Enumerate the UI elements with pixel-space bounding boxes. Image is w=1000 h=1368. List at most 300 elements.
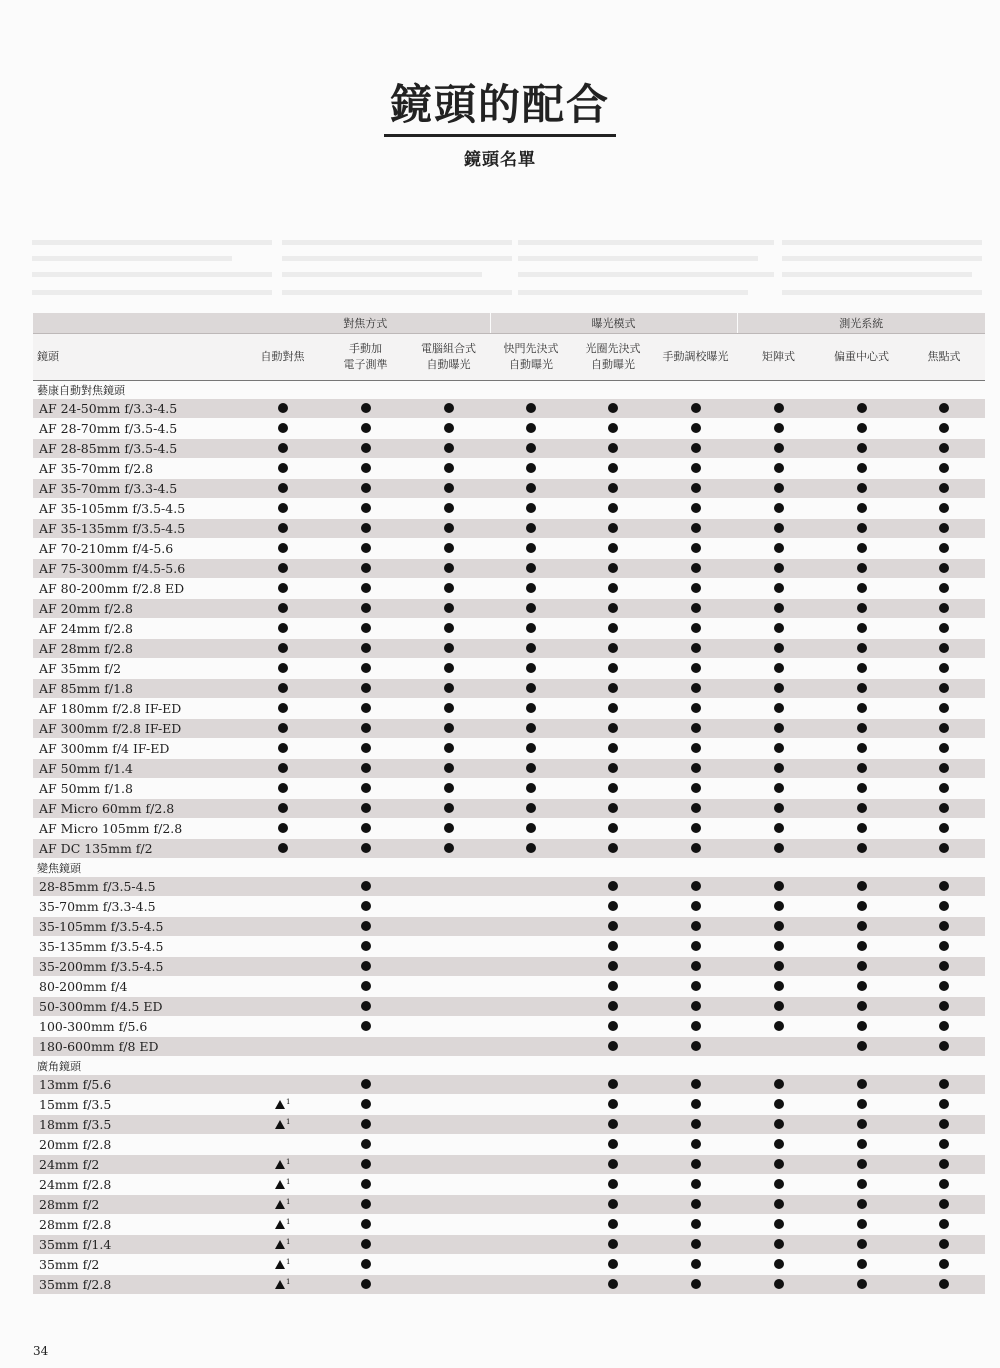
compat-cell <box>903 679 985 699</box>
filled-dot-icon <box>361 683 371 693</box>
compat-cell <box>654 699 737 719</box>
filled-dot-icon <box>608 843 618 853</box>
compat-cell <box>490 759 572 779</box>
filled-dot-icon <box>361 483 371 493</box>
compat-cell <box>241 599 324 619</box>
filled-dot-icon <box>774 743 784 753</box>
header-column <box>903 334 985 381</box>
compat-cell <box>407 897 490 917</box>
table-row <box>33 419 985 439</box>
compat-cell <box>490 997 572 1017</box>
compat-cell <box>572 977 654 997</box>
table-row <box>33 819 985 839</box>
compat-cell <box>241 639 324 659</box>
filled-dot-icon <box>526 503 536 513</box>
table-row <box>33 459 985 479</box>
lens-name: 35-70mm f/3.3-4.5 <box>33 897 241 917</box>
compat-cell <box>407 1095 490 1115</box>
compat-cell <box>324 459 407 479</box>
compat-cell <box>407 459 490 479</box>
filled-dot-icon <box>691 743 701 753</box>
filled-dot-icon <box>774 483 784 493</box>
compat-cell <box>407 839 490 859</box>
table-row <box>33 399 985 419</box>
compat-cell <box>654 599 737 619</box>
svg-text:1: 1 <box>285 1098 290 1106</box>
title-block <box>0 82 1000 170</box>
compat-cell <box>490 897 572 917</box>
filled-dot-icon <box>278 763 288 773</box>
filled-dot-icon <box>939 403 949 413</box>
filled-dot-icon <box>444 743 454 753</box>
lens-name: AF 20mm f/2.8 <box>33 599 241 619</box>
filled-dot-icon <box>608 1219 618 1229</box>
compat-cell <box>654 917 737 937</box>
compat-cell <box>903 1075 985 1095</box>
compat-cell <box>407 559 490 579</box>
table-row <box>33 779 985 799</box>
compat-cell <box>324 839 407 859</box>
compat-cell <box>654 399 737 419</box>
filled-dot-icon <box>774 763 784 773</box>
compat-cell <box>654 799 737 819</box>
filled-dot-icon <box>691 523 701 533</box>
compat-cell <box>490 519 572 539</box>
filled-dot-icon <box>444 503 454 513</box>
compat-cell <box>490 399 572 419</box>
filled-dot-icon <box>691 603 701 613</box>
filled-dot-icon <box>691 1259 701 1269</box>
compat-cell <box>737 699 820 719</box>
filled-dot-icon <box>444 663 454 673</box>
compat-cell <box>490 1175 572 1195</box>
filled-dot-icon <box>774 623 784 633</box>
filled-dot-icon <box>774 683 784 693</box>
filled-dot-icon <box>608 1021 618 1031</box>
compat-cell <box>903 739 985 759</box>
compat-cell <box>572 759 654 779</box>
compat-cell <box>737 739 820 759</box>
filled-dot-icon <box>857 901 867 911</box>
lens-name: 18mm f/3.5 <box>33 1115 241 1135</box>
compat-cell <box>324 519 407 539</box>
filled-dot-icon <box>526 723 536 733</box>
svg-text:1: 1 <box>285 1238 290 1246</box>
compat-cell <box>737 519 820 539</box>
compat-cell <box>820 977 903 997</box>
table-row <box>33 1135 985 1155</box>
filled-dot-icon <box>361 1279 371 1289</box>
filled-dot-icon <box>361 403 371 413</box>
lens-name: AF 28-85mm f/3.5-4.5 <box>33 439 241 459</box>
compat-cell <box>737 559 820 579</box>
filled-dot-icon <box>774 583 784 593</box>
compat-cell <box>820 759 903 779</box>
header-column <box>654 334 737 381</box>
header-column <box>737 334 820 381</box>
filled-dot-icon <box>939 463 949 473</box>
compat-cell <box>572 1037 654 1057</box>
compat-cell <box>737 877 820 897</box>
compat-cell <box>654 1175 737 1195</box>
filled-dot-icon <box>608 1099 618 1109</box>
compat-cell <box>324 399 407 419</box>
filled-dot-icon <box>361 763 371 773</box>
compat-cell <box>654 679 737 699</box>
compat-cell <box>737 419 820 439</box>
filled-dot-icon <box>691 1159 701 1169</box>
filled-dot-icon <box>361 663 371 673</box>
compat-cell <box>407 997 490 1017</box>
filled-dot-icon <box>608 1159 618 1169</box>
filled-dot-icon <box>857 1139 867 1149</box>
filled-dot-icon <box>526 663 536 673</box>
filled-dot-icon <box>939 1159 949 1169</box>
compat-cell <box>407 1037 490 1057</box>
filled-dot-icon <box>691 1119 701 1129</box>
filled-dot-icon <box>608 921 618 931</box>
filled-dot-icon <box>608 1239 618 1249</box>
filled-dot-icon <box>278 403 288 413</box>
page-subtitle: 鏡頭名單 <box>464 150 536 170</box>
filled-dot-icon <box>939 423 949 433</box>
filled-dot-icon <box>857 1041 867 1051</box>
compat-cell <box>820 1017 903 1037</box>
filled-dot-icon <box>774 981 784 991</box>
filled-dot-icon <box>939 603 949 613</box>
compat-cell <box>324 559 407 579</box>
compat-cell <box>820 897 903 917</box>
compat-cell <box>407 399 490 419</box>
table-row <box>33 619 985 639</box>
compat-cell <box>737 619 820 639</box>
filled-dot-icon <box>691 1279 701 1289</box>
compat-cell <box>654 1135 737 1155</box>
compat-cell <box>407 639 490 659</box>
compat-cell <box>241 799 324 819</box>
filled-dot-icon <box>526 683 536 693</box>
compat-cell <box>820 799 903 819</box>
filled-dot-icon <box>857 663 867 673</box>
filled-dot-icon <box>278 463 288 473</box>
compat-cell <box>324 1175 407 1195</box>
compat-cell <box>241 1195 324 1215</box>
compat-cell <box>324 779 407 799</box>
compat-cell <box>820 1175 903 1195</box>
compat-cell <box>572 819 654 839</box>
header-column <box>241 334 324 381</box>
compat-cell <box>820 519 903 539</box>
compat-cell <box>737 1095 820 1115</box>
compat-cell <box>241 679 324 699</box>
lens-name: 24mm f/2 <box>33 1155 241 1175</box>
compat-cell <box>324 579 407 599</box>
compat-cell <box>572 1115 654 1135</box>
compat-cell <box>572 539 654 559</box>
filled-dot-icon <box>608 881 618 891</box>
compat-cell <box>654 877 737 897</box>
compat-cell <box>820 639 903 659</box>
header-column-line: 自動曝光 <box>591 358 636 371</box>
compat-cell <box>903 659 985 679</box>
filled-dot-icon <box>939 1079 949 1089</box>
filled-dot-icon <box>444 563 454 573</box>
triangle-note-icon <box>275 1178 291 1190</box>
compat-cell <box>654 1075 737 1095</box>
compat-cell <box>654 659 737 679</box>
compat-cell <box>572 619 654 639</box>
filled-dot-icon <box>939 523 949 533</box>
table-row <box>33 1155 985 1175</box>
filled-dot-icon <box>361 443 371 453</box>
filled-dot-icon <box>608 543 618 553</box>
filled-dot-icon <box>857 1119 867 1129</box>
compat-cell <box>654 1275 737 1295</box>
compat-cell <box>903 439 985 459</box>
compat-cell <box>820 599 903 619</box>
filled-dot-icon <box>526 743 536 753</box>
filled-dot-icon <box>774 803 784 813</box>
compat-cell <box>572 519 654 539</box>
lens-name: AF 35-135mm f/3.5-4.5 <box>33 519 241 539</box>
compat-cell <box>241 539 324 559</box>
filled-dot-icon <box>444 703 454 713</box>
compat-cell <box>820 957 903 977</box>
svg-text:1: 1 <box>285 1218 290 1226</box>
compat-cell <box>572 419 654 439</box>
filled-dot-icon <box>278 803 288 813</box>
compat-cell <box>737 1155 820 1175</box>
filled-dot-icon <box>608 483 618 493</box>
compat-cell <box>654 1155 737 1175</box>
filled-dot-icon <box>608 783 618 793</box>
filled-dot-icon <box>526 443 536 453</box>
compat-cell <box>903 839 985 859</box>
table-row <box>33 559 985 579</box>
compat-cell <box>490 1017 572 1037</box>
filled-dot-icon <box>857 503 867 513</box>
filled-dot-icon <box>608 723 618 733</box>
filled-dot-icon <box>691 643 701 653</box>
compat-cell <box>490 699 572 719</box>
filled-dot-icon <box>444 823 454 833</box>
compat-cell <box>241 1037 324 1057</box>
filled-dot-icon <box>774 823 784 833</box>
compat-cell <box>324 539 407 559</box>
compat-cell <box>324 479 407 499</box>
filled-dot-icon <box>774 881 784 891</box>
compat-cell <box>654 997 737 1017</box>
compat-cell <box>654 739 737 759</box>
lens-name: 13mm f/5.6 <box>33 1075 241 1095</box>
triangle-note-icon <box>275 1198 291 1210</box>
compat-cell <box>324 1155 407 1175</box>
compat-cell <box>572 1175 654 1195</box>
lens-name: 35mm f/2 <box>33 1255 241 1275</box>
table-row <box>33 579 985 599</box>
compat-cell <box>324 499 407 519</box>
compat-cell <box>572 839 654 859</box>
filled-dot-icon <box>691 683 701 693</box>
filled-dot-icon <box>361 1179 371 1189</box>
filled-dot-icon <box>278 663 288 673</box>
filled-dot-icon <box>608 961 618 971</box>
compat-cell <box>572 399 654 419</box>
filled-dot-icon <box>526 603 536 613</box>
compat-cell <box>241 1075 324 1095</box>
filled-dot-icon <box>691 1099 701 1109</box>
compat-cell <box>572 739 654 759</box>
filled-dot-icon <box>939 483 949 493</box>
filled-dot-icon <box>939 1259 949 1269</box>
section-row <box>33 859 985 878</box>
filled-dot-icon <box>361 823 371 833</box>
compat-cell <box>820 1275 903 1295</box>
compat-cell <box>654 619 737 639</box>
section-title: 藝康自動對焦鏡頭 <box>33 381 985 400</box>
compat-cell <box>490 1115 572 1135</box>
compat-cell <box>820 619 903 639</box>
compat-cell <box>490 937 572 957</box>
filled-dot-icon <box>444 723 454 733</box>
filled-dot-icon <box>608 743 618 753</box>
filled-dot-icon <box>526 803 536 813</box>
compat-cell <box>903 1275 985 1295</box>
filled-dot-icon <box>444 843 454 853</box>
compat-cell <box>903 619 985 639</box>
compat-cell <box>903 779 985 799</box>
compat-cell <box>241 699 324 719</box>
filled-dot-icon <box>361 463 371 473</box>
compat-cell <box>241 439 324 459</box>
compat-cell <box>737 399 820 419</box>
filled-dot-icon <box>608 1139 618 1149</box>
filled-dot-icon <box>774 1099 784 1109</box>
compat-cell <box>654 839 737 859</box>
compat-cell <box>737 499 820 519</box>
compat-cell <box>241 419 324 439</box>
header-column-line: 自動曝光 <box>509 358 554 371</box>
compat-cell <box>903 1235 985 1255</box>
compat-cell <box>324 917 407 937</box>
table-row <box>33 917 985 937</box>
triangle-note-icon <box>275 1238 291 1250</box>
filled-dot-icon <box>691 663 701 673</box>
compat-cell <box>490 419 572 439</box>
compat-cell <box>820 917 903 937</box>
header-column-line: 快門先決式 <box>503 342 559 355</box>
compat-cell <box>490 439 572 459</box>
compat-cell <box>820 559 903 579</box>
filled-dot-icon <box>278 443 288 453</box>
filled-dot-icon <box>608 1079 618 1089</box>
compat-cell <box>407 679 490 699</box>
section-row <box>33 1057 985 1076</box>
page-number: 34 <box>33 1344 49 1358</box>
filled-dot-icon <box>278 703 288 713</box>
compat-cell <box>654 937 737 957</box>
compat-cell <box>324 1115 407 1135</box>
header-group-row <box>33 313 985 334</box>
filled-dot-icon <box>939 643 949 653</box>
compat-cell <box>737 1037 820 1057</box>
compat-cell <box>490 1095 572 1115</box>
svg-text:1: 1 <box>285 1118 290 1126</box>
compat-cell <box>903 699 985 719</box>
filled-dot-icon <box>361 881 371 891</box>
filled-dot-icon <box>608 703 618 713</box>
filled-dot-icon <box>857 1099 867 1109</box>
filled-dot-icon <box>774 423 784 433</box>
header-column <box>407 334 490 381</box>
compat-cell <box>407 479 490 499</box>
filled-dot-icon <box>444 483 454 493</box>
compat-cell <box>903 1017 985 1037</box>
compat-cell <box>490 1037 572 1057</box>
filled-dot-icon <box>278 523 288 533</box>
compat-cell <box>490 877 572 897</box>
compat-cell <box>407 659 490 679</box>
filled-dot-icon <box>526 543 536 553</box>
compat-cell <box>490 779 572 799</box>
filled-dot-icon <box>444 423 454 433</box>
filled-dot-icon <box>691 1139 701 1149</box>
compat-cell <box>407 1135 490 1155</box>
lens-name: AF 35-105mm f/3.5-4.5 <box>33 499 241 519</box>
header-column-line: 電子測準 <box>343 358 388 371</box>
filled-dot-icon <box>526 623 536 633</box>
table-row <box>33 659 985 679</box>
filled-dot-icon <box>608 523 618 533</box>
filled-dot-icon <box>939 823 949 833</box>
filled-dot-icon <box>691 1219 701 1229</box>
compat-cell <box>654 1255 737 1275</box>
table-row <box>33 599 985 619</box>
compat-cell <box>490 957 572 977</box>
compat-cell <box>654 479 737 499</box>
filled-dot-icon <box>774 543 784 553</box>
compat-cell <box>407 877 490 897</box>
filled-dot-icon <box>939 663 949 673</box>
compat-cell <box>572 1135 654 1155</box>
table-row <box>33 719 985 739</box>
filled-dot-icon <box>774 1139 784 1149</box>
filled-dot-icon <box>361 1119 371 1129</box>
compat-cell <box>572 1017 654 1037</box>
svg-text:1: 1 <box>285 1278 290 1286</box>
compat-cell <box>241 1135 324 1155</box>
compat-cell <box>820 679 903 699</box>
compat-cell <box>820 1095 903 1115</box>
compat-cell <box>241 739 324 759</box>
compat-cell <box>654 1195 737 1215</box>
filled-dot-icon <box>857 803 867 813</box>
compat-cell <box>241 559 324 579</box>
compat-cell <box>737 997 820 1017</box>
filled-dot-icon <box>608 603 618 613</box>
filled-dot-icon <box>774 1021 784 1031</box>
filled-dot-icon <box>857 743 867 753</box>
compat-cell <box>737 659 820 679</box>
table-row <box>33 897 985 917</box>
compat-cell <box>820 779 903 799</box>
compat-cell <box>572 1255 654 1275</box>
lens-name: AF 28-70mm f/3.5-4.5 <box>33 419 241 439</box>
compat-cell <box>654 1095 737 1115</box>
table-row <box>33 1255 985 1275</box>
compat-cell <box>737 439 820 459</box>
compat-cell <box>407 1075 490 1095</box>
